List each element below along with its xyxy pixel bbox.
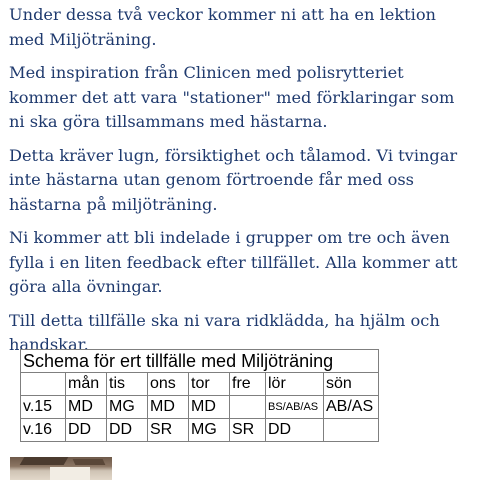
table-cell: MD (148, 396, 189, 419)
table-row (21, 396, 379, 419)
header-cell-fri: fre (230, 373, 266, 396)
paragraph-patience: Detta kräver lugn, försiktighet och tålamod. Vi tvingar inte hästarna utan genom förtroende får med oss hästarna på miljöträning. (9, 145, 458, 214)
header-cell-tue: tis (107, 373, 148, 396)
paragraph-stations: Med inspiration från Clinicen med polisrytteriet kommer det att vara "stationer" med förklaringar som ni ska göra tillsammans med hästarna. (9, 63, 455, 131)
header-cell-week (21, 373, 66, 396)
riding-hall-photo (10, 457, 112, 480)
table-cell: MD (189, 396, 230, 419)
header-cell-thu: tor (189, 373, 230, 396)
table-row (21, 419, 379, 442)
table-cell: AB/AS (324, 396, 379, 419)
table-cell: DD (107, 419, 148, 442)
header-cell-sat: lör (266, 373, 324, 396)
table-cell: v.16 (21, 419, 66, 442)
table-cell (230, 396, 266, 419)
table-cell: MD (66, 396, 107, 419)
table-cell: SR (230, 419, 266, 442)
table-cell: DD (266, 419, 324, 442)
schedule-table (20, 349, 379, 442)
header-cell-wed: ons (148, 373, 189, 396)
header-cell-mon: mån (66, 373, 107, 396)
document-body (9, 3, 475, 367)
table-cell: DD (66, 419, 107, 442)
table-cell: SR (148, 419, 189, 442)
paragraph-groups: Ni kommer att bli indelade i grupper om tre och även fylla i en liten feedback efter tillfället. Alla kommer att göra alla övningar. (9, 228, 458, 296)
table-cell: BS/AB/AS (266, 396, 324, 419)
paragraph-intro: Under dessa två veckor kommer ni att ha en lektion med Miljöträning. (9, 5, 436, 49)
table-cell (324, 419, 379, 442)
paragraph-equipment: Till detta tillfälle ska ni vara ridklädda, ha hjälm och handskar. (9, 310, 440, 354)
table-cell: v.15 (21, 396, 66, 419)
schedule-title-row (21, 350, 379, 373)
header-cell-sun: sön (324, 373, 379, 396)
schedule-header-row (21, 373, 379, 396)
table-cell: MG (189, 419, 230, 442)
table-cell: MG (107, 396, 148, 419)
schedule-title: Schema för ert tillfälle med Miljöträning (21, 350, 379, 373)
